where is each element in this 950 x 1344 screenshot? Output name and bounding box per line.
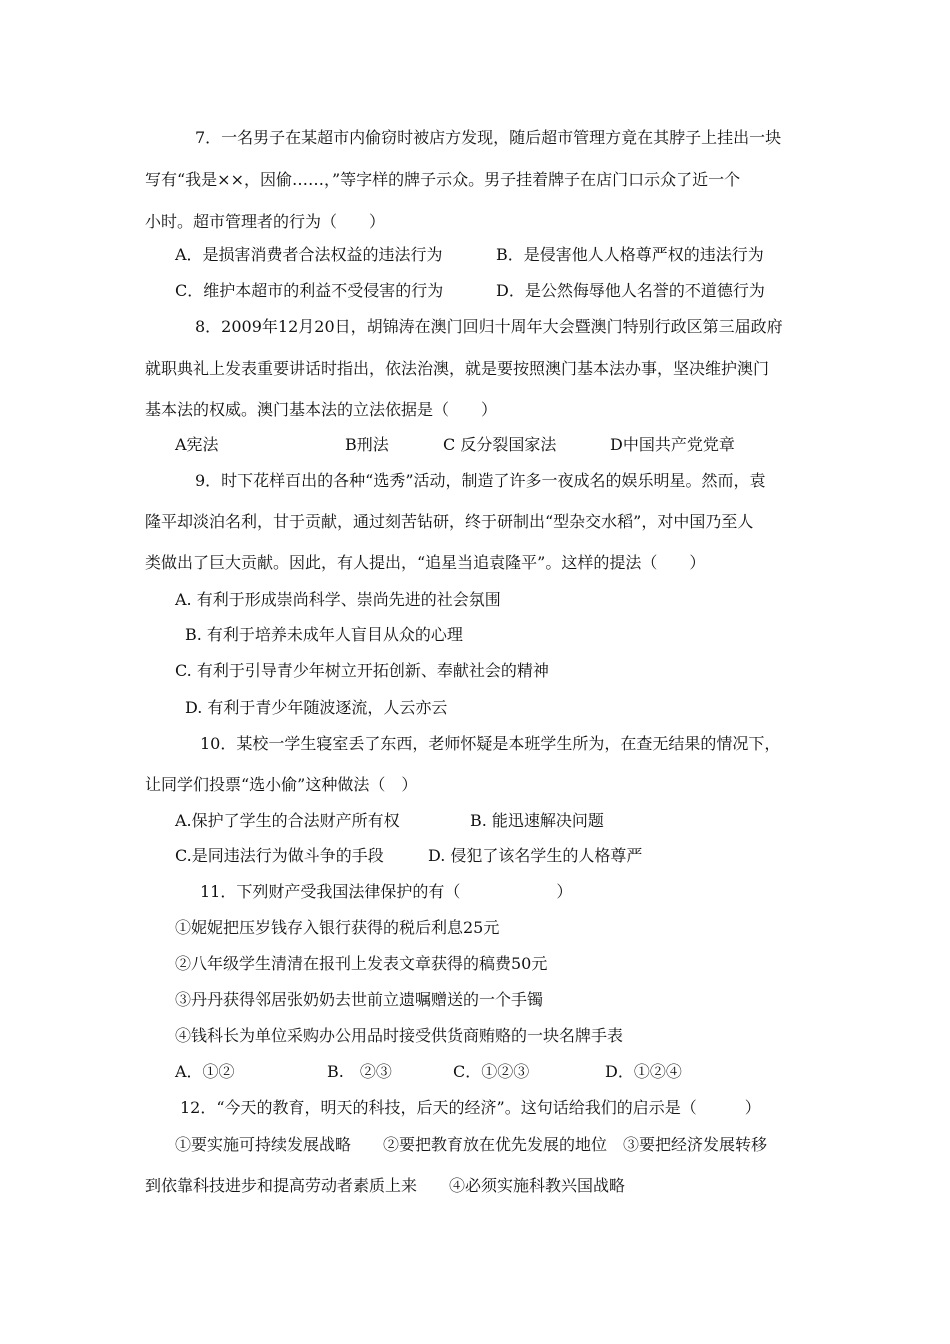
q12-stem-line-3: 到依靠科技进步和提高劳动者素质上来 ④必须实施科教兴国战略: [145, 1176, 626, 1195]
q7-stem-line-1: 7．一名男子在某超市内偷窃时被店方发现，随后超市管理方竟在其脖子上挂出一块: [195, 128, 782, 147]
q8-option-a: A宪法: [175, 435, 219, 454]
q9-option-a: A. 有利于形成崇尚科学、崇尚先进的社会氛围: [175, 590, 501, 609]
q8-stem-line-3: 基本法的权威。澳门基本法的立法依据是（ ）: [145, 400, 498, 419]
q10-option-c: C.是同违法行为做斗争的手段: [175, 846, 384, 865]
q7-option-b: B．是侵害他人人格尊严权的违法行为: [496, 245, 764, 264]
q10-option-b: B. 能迅速解决问题: [470, 811, 604, 830]
q12-stem-line-2: ①要实施可持续发展战略 ②要把教育放在优先发展的地位 ③要把经济发展转移: [175, 1135, 768, 1154]
q11-option-a: A．①②: [175, 1062, 235, 1081]
q10-stem-line-2: 让同学们投票“选小偷”这种做法（ ）: [145, 775, 418, 794]
q8-stem-line-2: 就职典礼上发表重要讲话时指出，依法治澳，就是要按照澳门基本法办事，坚决维护澳门: [145, 359, 770, 378]
q11-item-4: ④钱科长为单位采购办公用品时接受供货商贿赂的一块名牌手表: [175, 1026, 624, 1045]
q9-stem-line-3: 类做出了巨大贡献。因此，有人提出，“追星当追袁隆平”。这样的提法（ ）: [145, 553, 706, 572]
q9-option-b: B. 有利于培养未成年人盲目从众的心理: [185, 625, 463, 644]
q11-option-c: C．①②③: [453, 1062, 530, 1081]
q11-option-b: B. ②③: [327, 1062, 392, 1081]
q11-stem: 11．下列财产受我国法律保护的有（ ）: [200, 882, 573, 901]
q8-option-d: D中国共产党党章: [610, 435, 735, 454]
q9-stem-line-1: 9．时下花样百出的各种“选秀”活动，制造了许多一夜成名的娱乐明星。然而，袁: [195, 471, 766, 490]
q9-stem-line-2: 隆平却淡泊名利，甘于贡献，通过刻苦钻研，终于研制出“型杂交水稻”，对中国乃至人: [145, 512, 754, 531]
q11-item-3: ③丹丹获得邻居张奶奶去世前立遗嘱赠送的一个手镯: [175, 990, 544, 1009]
q10-option-d: D. 侵犯了该名学生的人格尊严: [428, 846, 643, 865]
q7-option-d: D．是公然侮辱他人名誉的不道德行为: [496, 281, 765, 300]
q11-item-2: ②八年级学生清清在报刊上发表文章获得的稿费50元: [175, 954, 548, 973]
q11-option-d: D．①②④: [605, 1062, 682, 1081]
q10-option-a: A.保护了学生的合法财产所有权: [175, 811, 400, 830]
q7-stem-line-2: 写有“我是××，因偷……，”等字样的牌子示众。男子挂着牌子在店门口示众了近一个: [145, 170, 741, 189]
q9-option-d: D. 有利于青少年随波逐流，人云亦云: [185, 698, 448, 717]
q8-stem-line-1: 8．2009年12月20日，胡锦涛在澳门回归十周年大会暨澳门特别行政区第三届政府: [195, 317, 783, 336]
q8-option-c: C 反分裂国家法: [443, 435, 557, 454]
q8-option-b: B刑法: [345, 435, 389, 454]
q9-option-c: C. 有利于引导青少年树立开拓创新、奉献社会的精神: [175, 661, 549, 680]
q7-option-c: C．维护本超市的利益不受侵害的行为: [175, 281, 444, 300]
q7-stem-line-3: 小时。超市管理者的行为（ ）: [145, 212, 386, 231]
q11-item-1: ①妮妮把压岁钱存入银行获得的税后利息25元: [175, 918, 500, 937]
q10-stem-line-1: 10．某校一学生寝室丢了东西，老师怀疑是本班学生所为，在查无结果的情况下，: [200, 734, 781, 753]
q12-stem-line-1: 12．“今天的教育，明天的科技，后天的经济”。这句话给我们的启示是（ ）: [180, 1098, 761, 1117]
q7-option-a: A．是损害消费者合法权益的违法行为: [175, 245, 443, 264]
